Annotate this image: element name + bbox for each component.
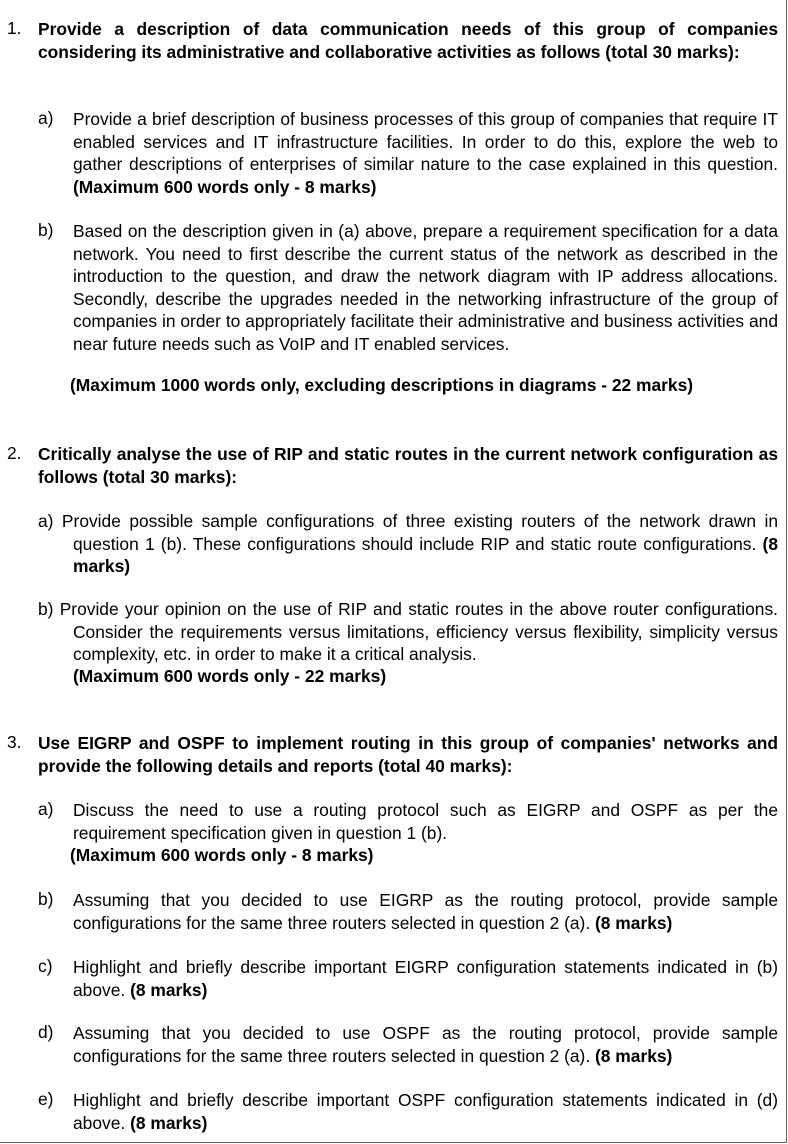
part-body: Highlight and briefly describe important EIGRP configuration statements indicated in (b) above. xyxy=(73,957,778,1000)
question-3-number: 3. xyxy=(7,732,22,752)
part-label: b) xyxy=(38,889,54,909)
question-1-heading: Provide a description of data communication needs of this group of companies considering its administrative and collaborative activities as follows (total 30 marks): xyxy=(38,19,778,62)
question-2-heading: Critically analyse the use of RIP and static routes in the current network configuration as follows (total 30 marks): xyxy=(38,444,778,487)
part-body: Provide possible sample configurations of three existing routers of the network drawn in question 1 (b). These configurations should include RIP and static route configurations. xyxy=(61,511,778,554)
part-label: a) xyxy=(38,799,54,819)
question-2-number: 2. xyxy=(7,443,22,463)
part-label: c) xyxy=(38,956,53,976)
part-body: Discuss the need to use a routing protocol such as EIGRP and OSPF as per the requirement specification given in question 1 (b). xyxy=(73,800,778,843)
part-label: b) xyxy=(38,220,54,240)
part-marks: (Maximum 1000 words only, excluding descriptions in diagrams - 22 marks) xyxy=(70,375,694,395)
part-marks: (8 marks) xyxy=(595,912,673,933)
part-marks: (8 marks) xyxy=(595,1045,673,1066)
part-text xyxy=(73,956,778,1001)
part-text xyxy=(38,510,778,578)
question-1-number: 1. xyxy=(7,18,22,38)
part-body: Provide a brief description of business processes of this group of companies that require IT enabled services and IT infrastructure facilities. In order to do this, explore the web to gather descriptions of enterprises of similar nature to the case explained in this question. xyxy=(73,109,778,174)
question-3-heading: Use EIGRP and OSPF to implement routing in this group of companies' networks and provide the following details and reports (total 40 marks): xyxy=(38,733,778,776)
part-marks: (8 marks) xyxy=(130,979,208,1000)
part-marks: (8 marks) xyxy=(73,533,778,576)
part-label: b) xyxy=(38,599,54,619)
part-label: a) xyxy=(38,511,54,531)
part-text xyxy=(73,1022,778,1067)
part-text xyxy=(73,889,778,934)
part-marks: (8 marks) xyxy=(130,1112,208,1133)
part-body: Assuming that you decided to use OSPF as the routing protocol, provide sample configurations for the same three routers selected in question 2 (a). xyxy=(73,1023,778,1066)
part-label: e) xyxy=(38,1089,54,1109)
part-text xyxy=(73,108,778,198)
part-body: Provide your opinion on the use of RIP and static routes in the above router configurations. Consider the requirements versus limitations, efficiency versus flexibility, simplicity versus complexity, etc. in order to make it a critical analysis. xyxy=(59,599,778,664)
part-body: Highlight and briefly describe important OSPF configuration statements indicated in (d) above. xyxy=(73,1090,778,1133)
part-text xyxy=(73,1089,778,1134)
part-marks: (Maximum 600 words only - 8 marks) xyxy=(70,845,374,865)
part-label: d) xyxy=(38,1022,54,1042)
part-marks: (Maximum 600 words only - 22 marks) xyxy=(73,666,387,686)
part-marks: (Maximum 600 words only - 8 marks) xyxy=(73,176,377,197)
part-text xyxy=(38,598,778,666)
part-label: a) xyxy=(38,108,54,128)
part-body: Assuming that you decided to use EIGRP as the routing protocol, provide sample configurations for the same three routers selected in question 2 (a). xyxy=(73,890,778,933)
part-body: Based on the description given in (a) above, prepare a requirement specification for a data network. You need to first describe the current status of the network as described in the introduction to the question, and draw the network diagram with IP address allocations. Secondly, describe the upgrades needed in the networking infrastructure of the group of companies in order to appropriately facilitate their administrative and business activities and near future needs such as VoIP and IT enabled services. xyxy=(73,221,778,354)
